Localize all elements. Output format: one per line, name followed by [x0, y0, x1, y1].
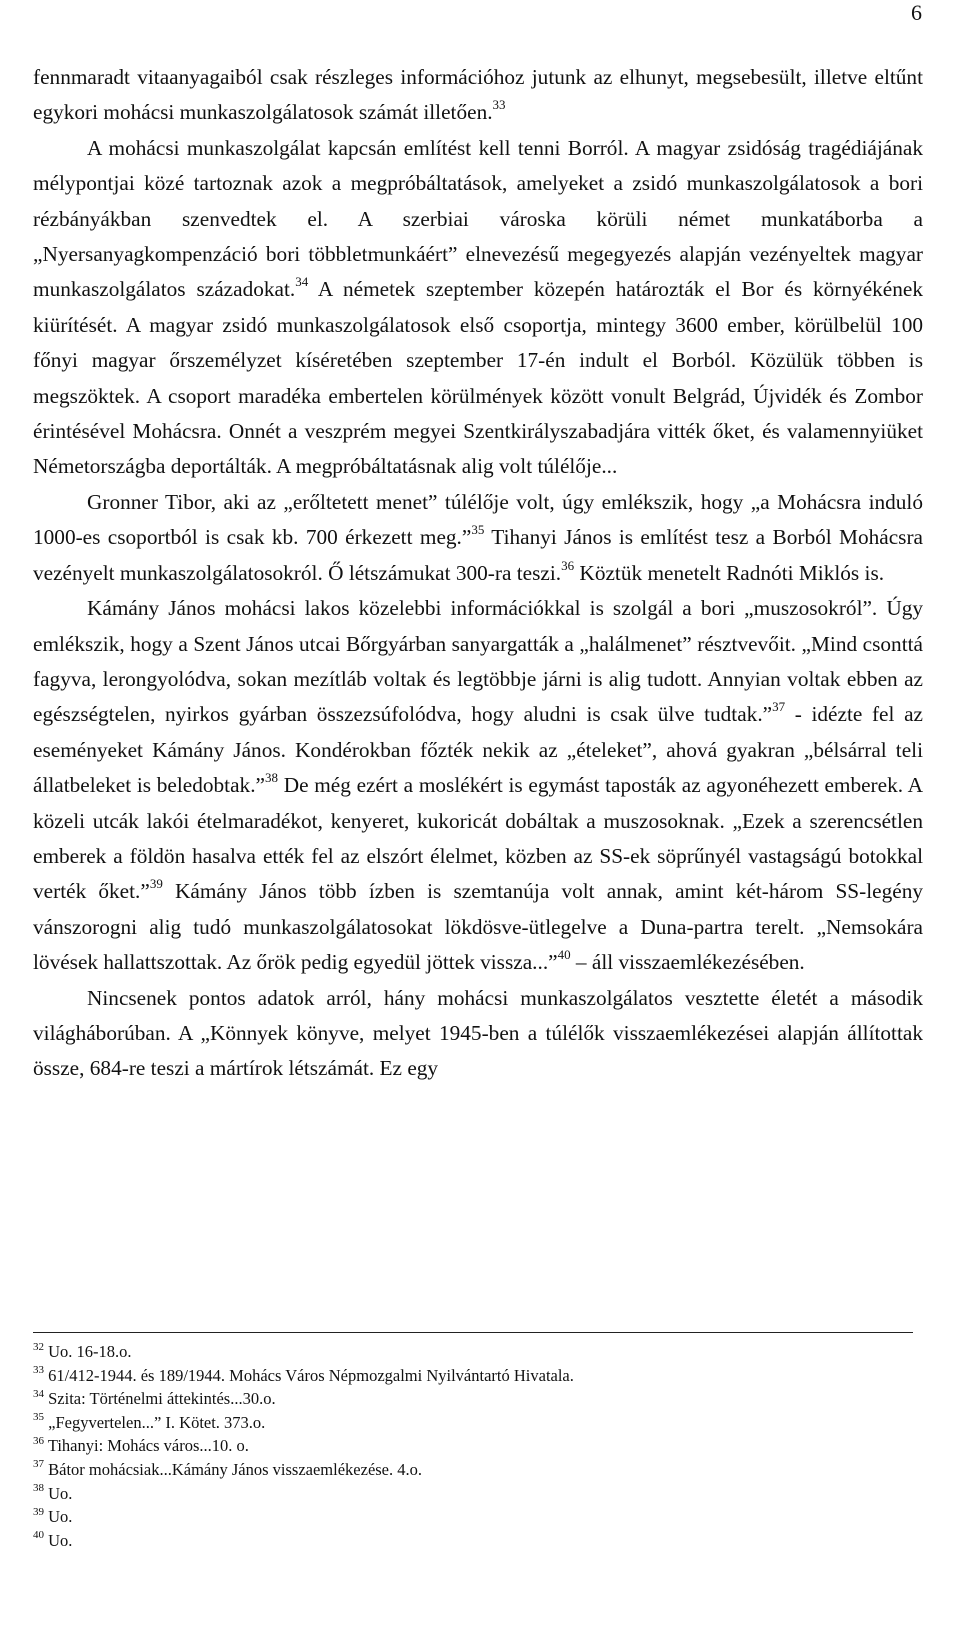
footnote-text: Szita: Történelmi áttekintés...30.o. — [44, 1389, 276, 1409]
footnote-reference: 40 — [557, 947, 571, 963]
paragraph-text: Gronner Tibor, aki az „erőltetett menet” túlélője volt, úgy emlékszik, hogy „a Mohácsra induló 1000-es csoportból is csak kb. 700 érkezett meg.” — [33, 489, 923, 550]
footnote — [33, 1529, 923, 1553]
paragraph — [33, 60, 923, 131]
footnote-reference: 35 — [471, 522, 485, 538]
footnote-number: 40 — [33, 1529, 44, 1542]
footnote-number: 33 — [33, 1364, 44, 1377]
paragraph-text: A németek szeptember közepén határozták el Bor és környékének kiürítését. A magyar zsidó munkaszolgálatosok első csoportja, mintegy 3600 ember, körülbelül 100 főnyi magyar őrszemélyzet kíséretében szeptember 17-én indult el Borból. Közülük többen is megszöktek. A csoport maradéka embertelen körülmények között vonult Belgrád, Újvidék és Zombor érintésével Mohácsra. Onnét a veszprém megyei Szentkirályszabadjára vitték őket, és valamennyiüket Németországba deportálták. A megpróbáltatásnak alig volt túlélője... — [33, 277, 923, 479]
footnote-text: Uo. — [44, 1483, 73, 1503]
footnote — [33, 1387, 923, 1411]
footnote-text: Tihanyi: Mohács város...10. o. — [44, 1436, 249, 1456]
footnote-text: Uo. — [44, 1530, 73, 1550]
paragraph-text: Tihanyi János is említést tesz a Borból Mohácsra vezényelt munkaszolgálatosokról. Ő létszámukat 300-ra teszi. — [33, 525, 923, 585]
footnote — [33, 1340, 923, 1364]
footnote-number: 38 — [33, 1482, 44, 1495]
footnote-number: 32 — [33, 1340, 44, 1353]
footnote-reference: 34 — [295, 274, 309, 290]
page-number: 6 — [911, 0, 922, 25]
footnote — [33, 1505, 923, 1529]
footnote-text: Uo. 16-18.o. — [44, 1342, 132, 1361]
body-text — [33, 60, 923, 1087]
paragraph-text: fennmaradt vitaanyagaiból csak részleges információhoz jutunk az elhunyt, megsebesült, illetve eltűnt egykori mohácsi munkaszolgálatosok számát illetően. — [33, 65, 923, 125]
footnote-number: 39 — [33, 1505, 44, 1518]
paragraph-text: De még ezért a moslékért is egymást taposták az agyonéhezett emberek. A közeli utcák lakói ételmaradékot, kenyeret, kukoricát dobáltak a muszosoknak. „Ezek a szerencsétlen emberek a földön hasalva ették fel az elszórt élelmet, közben az SS-ek söprűnyél vastagságú botokkal verték őket.” — [33, 773, 923, 904]
paragraph-text: Nincsenek pontos adatok arról, hány mohácsi munkaszolgálatos vesztette életét a második világháborúban. A „Könnyek könyve, melyet 1945-ben a túlélők visszaemlékezései alapján állítottak össze, 684-re teszi a mártírok létszámát. Ez egy — [33, 985, 923, 1081]
footnotes — [33, 1340, 923, 1552]
footnote-number: 35 — [33, 1411, 44, 1424]
paragraph — [33, 131, 923, 485]
footnote-reference: 39 — [149, 876, 163, 892]
footnote — [33, 1411, 923, 1435]
paragraph-text: Kámány János mohácsi lakos közelebbi információkkal is szolgál a bori „muszosokról”. Úgy emlékszik, hogy a Szent János utcai Bőrgyárban sanyargatták a „halálmenet” résztvevőit. „Mind csonttá fagyva, lerongyolódva, sokan mezítláb voltak és legtöbbje járni is alig tudott. Annyian voltak ebben az egészségtelen, nyirkos gyárban összezsúfolódva, hogy aludni is csak ülve tudtak.” — [33, 596, 923, 727]
footnote — [33, 1482, 923, 1506]
footnote-reference: 36 — [561, 557, 575, 573]
footnote-number: 36 — [33, 1434, 44, 1447]
footnote-reference: 38 — [264, 770, 278, 786]
footnote-text: „Fegyvertelen...” I. Kötet. 373.o. — [44, 1412, 266, 1432]
paragraph-text: Kámány János több ízben is szemtanúja volt annak, amint két-három SS-legény vánszorogni alig tudó munkaszolgálatosokat lökdösve-ütlegelve a Duna-partra terelt. „Nemsokára lövések hallattszottak. Az őrök pedig egyedül jöttek vissza...” — [33, 879, 923, 975]
paragraph — [33, 981, 923, 1087]
footnote-text: Bátor mohácsiak...Kámány János visszaemlékezése. 4.o. — [44, 1459, 423, 1479]
paragraph — [33, 591, 923, 980]
paragraph-text: - idézte fel az eseményeket Kámány János. Kondérokban főzték nekik az „ételeket”, ahová gyakran „bélsárral teli állatbeleket is beledobtak.” — [33, 702, 923, 798]
paragraph-text: Köztük menetelt Radnóti Miklós is. — [574, 560, 885, 585]
paragraph-text: A mohácsi munkaszolgálat kapcsán említést kell tenni Borról. A magyar zsidóság tragédiájának mélypontjai közé tartoznak azok a megpróbáltatások, amelyeket a zsidó munkaszolgálatosok a bori rézbányákban szenvedtek el. A szerbiai városka körüli német munkatáborba a „Nyersanyagkompenzáció bori többletmunkáért” elnevezésű megegyezés alapján vezényeltek magyar munkaszolgálatos századokat. — [33, 135, 923, 302]
footnote-number: 37 — [33, 1458, 44, 1471]
footnote — [33, 1364, 923, 1388]
footnote-text: Uo. — [44, 1507, 73, 1527]
footnote — [33, 1458, 923, 1482]
footnote-number: 34 — [33, 1387, 44, 1400]
footnote — [33, 1434, 923, 1458]
paragraph — [33, 485, 923, 591]
footnote-text: 61/412-1944. és 189/1944. Mohács Város Népmozgalmi Nyilvántartó Hivatala. — [44, 1365, 574, 1385]
footnote-reference: 33 — [492, 97, 506, 113]
footnote-separator — [33, 1332, 913, 1333]
footnote-reference: 37 — [772, 699, 786, 715]
paragraph-text: – áll visszaemlékezésében. — [570, 950, 805, 975]
